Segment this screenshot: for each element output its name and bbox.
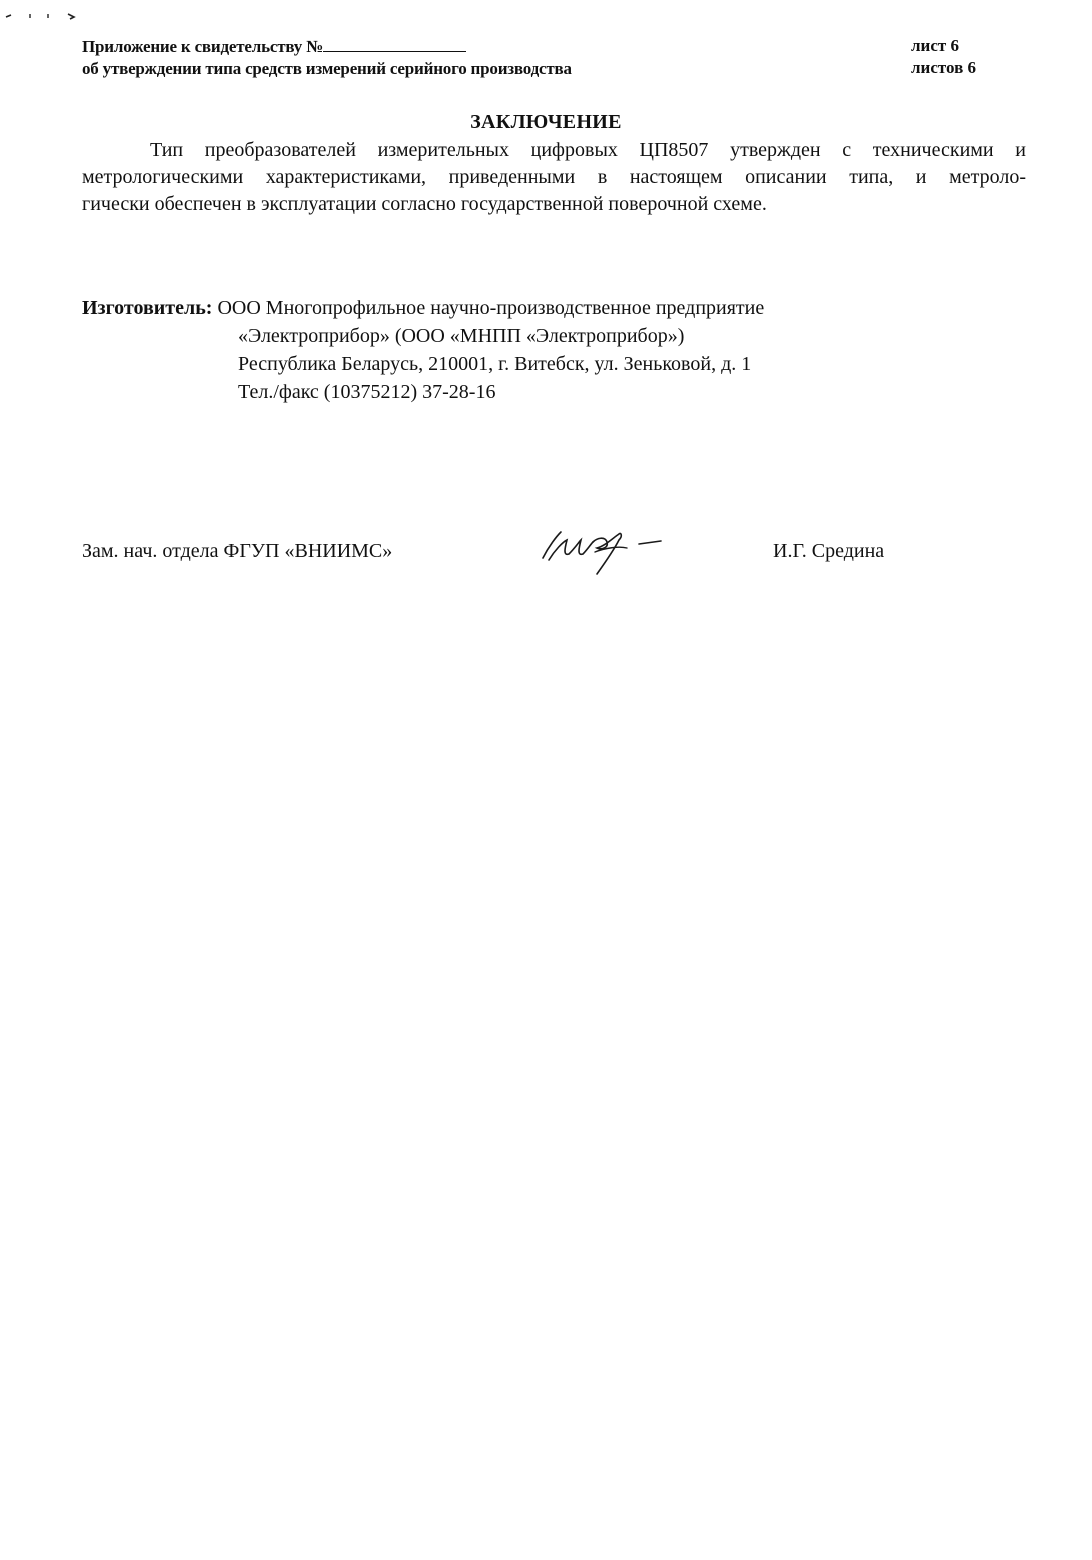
handwritten-signature xyxy=(535,526,670,586)
conclusion-line-3: гически обеспечен в эксплуатации согласно государственной поверочной схеме. xyxy=(82,193,767,215)
signatory-position: Зам. нач. отдела ФГУП «ВНИИМС» xyxy=(82,540,393,562)
manufacturer-line-1 xyxy=(82,294,764,322)
scan-marks xyxy=(2,10,82,24)
signature-row xyxy=(0,540,1092,590)
sheet-info xyxy=(911,35,976,79)
manufacturer-phone: Тел./факс (10375212) 37-28-16 xyxy=(238,381,496,403)
manufacturer-line-2: «Электроприбор» (ООО «МНПП «Электроприбор») xyxy=(238,325,685,347)
conclusion-line-2: метрологическими характеристиками, приведенными в настоящем описании типа, и метроло- xyxy=(82,166,1026,188)
section-title: ЗАКЛЮЧЕНИЕ xyxy=(470,111,622,133)
header-certificate-label: Приложение к свидетельству № xyxy=(82,37,323,56)
header-line-2: об утверждении типа средств измерений серийного производства xyxy=(82,59,572,78)
sheets-total: листов 6 xyxy=(911,58,977,77)
manufacturer-address: Республика Беларусь, 210001, г. Витебск, ул. Зеньковой, д. 1 xyxy=(238,353,752,375)
header-line-1 xyxy=(82,35,572,58)
conclusion-paragraph xyxy=(82,137,1026,218)
conclusion-line-1: Тип преобразователей измерительных цифровых ЦП8507 утвержден с техническими и xyxy=(150,139,1026,161)
document-header xyxy=(82,35,572,80)
sheet-number: лист 6 xyxy=(911,36,959,55)
signatory-name: И.Г. Средина xyxy=(773,540,885,562)
manufacturer-block xyxy=(82,294,764,406)
certificate-number-blank xyxy=(323,35,466,52)
manufacturer-name: ООО Многопрофильное научно-производственное предприятие xyxy=(217,297,765,319)
manufacturer-label: Изготовитель: xyxy=(82,297,213,319)
